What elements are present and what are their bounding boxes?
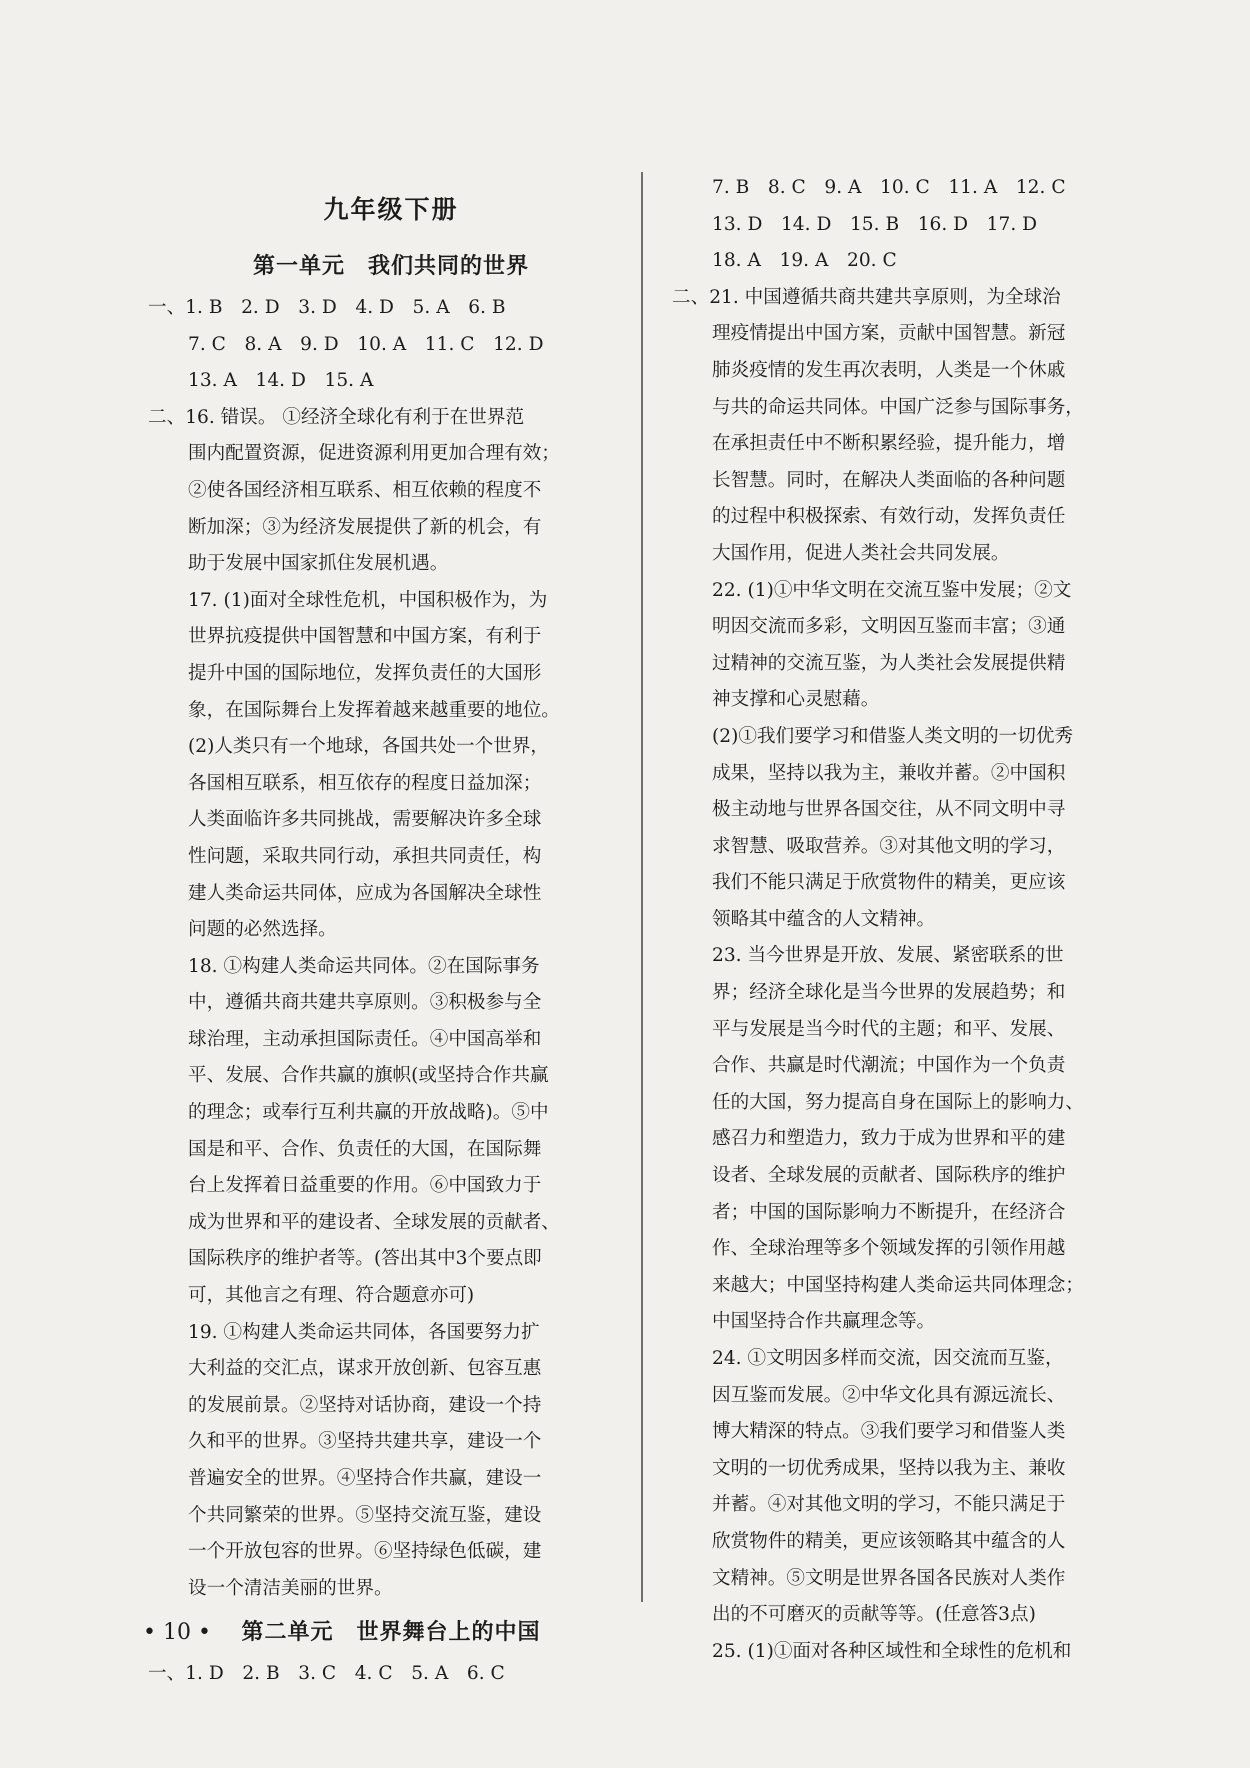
answer-line: 13. A 14. D 15. A	[188, 370, 374, 392]
answer-line: 23. 当今世界是开放、发展、紧密联系的世	[712, 945, 1064, 967]
answer-line: 文精神。⑤文明是世界各国各民族对人类作	[712, 1567, 1066, 1589]
answer-line: 围内配置资源，促进资源利用更加合理有效；	[188, 443, 560, 465]
unit1-title: 第一单元 我们共同的世界	[252, 254, 529, 279]
answer-line: 者；中国的国际影响力不断提升，在经济合	[712, 1201, 1066, 1223]
answer-line: 7. B 8. C 9. A 10. C 11. A 12. C	[712, 177, 1066, 198]
answer-line: 合作、共赢是时代潮流；中国作为一个负责	[712, 1055, 1066, 1077]
book-title: 九年级下册	[323, 195, 459, 224]
answer-line: 台上发挥着日益重要的作用。⑥中国致力于	[188, 1175, 542, 1197]
answer-line: 博大精深的特点。③我们要学习和借鉴人类	[712, 1421, 1066, 1443]
answer-line: 13. D 14. D 15. B 16. D 17. D	[712, 213, 1038, 235]
left-answer-lines	[148, 290, 634, 1607]
answer-line: 领略其中蕴含的人文精神。	[712, 908, 936, 930]
answer-line: 文明的一切优秀成果，坚持以我为主、兼收	[712, 1457, 1066, 1479]
answer-line: 理疫情提出中国方案，贡献中国智慧。新冠	[712, 323, 1066, 345]
answer-line: 二、21. 中国遵循共商共建共享原则，为全球治	[672, 286, 1061, 308]
answer-line: 并蓄。④对其他文明的学习，不能只满足于	[712, 1494, 1066, 1516]
answer-line: 设者、全球发展的贡献者、国际秩序的维护	[712, 1165, 1066, 1187]
unit2-answer-lines	[148, 1656, 634, 1693]
answer-line: 感召力和塑造力，致力于成为世界和平的建	[712, 1128, 1066, 1150]
answer-line: 因互鉴而发展。②中华文化具有源远流长、	[712, 1384, 1066, 1406]
answer-line: 问题的必然选择。	[188, 919, 337, 941]
left-column	[148, 175, 634, 1693]
answer-line: 中，遵循共商共建共享原则。③积极参与全	[188, 992, 542, 1014]
answer-line: 大利益的交汇点，谋求开放创新、包容互惠	[188, 1358, 542, 1380]
answer-line: 来越大；中国坚持构建人类命运共同体理念；	[712, 1274, 1084, 1296]
right-answer-lines	[672, 170, 1132, 1670]
answer-line: 出的不可磨灭的贡献等等。(任意答3点)	[712, 1604, 1036, 1626]
answer-line: 的理念；或奉行互利共赢的开放战略)。⑤中	[188, 1102, 549, 1124]
column-divider	[641, 172, 643, 1602]
answer-line: 与共的命运共同体。中国广泛参与国际事务，	[712, 396, 1084, 418]
answer-line: 18. A 19. A 20. C	[712, 250, 897, 272]
answer-line: 明因交流而多彩，文明因互鉴而丰富；③通	[712, 616, 1066, 638]
answer-line: 一、1. D 2. B 3. C 4. C 5. A 6. C	[148, 1663, 505, 1685]
answer-line: 性问题，采取共同行动，承担共同责任，构	[188, 845, 542, 867]
answer-line: 成果，坚持以我为主，兼收并蓄。②中国积	[712, 762, 1066, 784]
answer-line: 国际秩序的维护者等。(答出其中3个要点即	[188, 1248, 542, 1270]
answer-line: 极主动地与世界各国交往，从不同文明中寻	[712, 799, 1066, 821]
answer-line: 平与发展是当今时代的主题；和平、发展、	[712, 1018, 1066, 1040]
answer-line: 各国相互联系，相互依存的程度日益加深；	[188, 772, 542, 794]
answer-line: 19. ①构建人类命运共同体，各国要努力扩	[188, 1321, 540, 1343]
answer-line: 普遍安全的世界。④坚持合作共赢，建设一	[188, 1468, 542, 1489]
answer-line: 肺炎疫情的发生再次表明，人类是一个休戚	[712, 359, 1066, 381]
answer-line: 象，在国际舞台上发挥着越来越重要的地位。	[188, 699, 560, 721]
answer-line: 25. (1)①面对各种区域性和全球性的危机和	[712, 1640, 1072, 1662]
answer-line: 任的大国，努力提高自身在国际上的影响力、	[712, 1091, 1084, 1113]
answer-line: 可，其他言之有理、符合题意亦可)	[188, 1285, 475, 1307]
answer-line: 世界抗疫提供中国智慧和中国方案，有利于	[188, 626, 542, 648]
answer-line: 断加深；③为经济发展提供了新的机会，有	[188, 516, 542, 538]
answer-line: 人类面临许多共同挑战，需要解决许多全球	[188, 809, 542, 831]
answer-line: 国是和平、合作、负责任的大国，在国际舞	[188, 1138, 542, 1160]
answer-line: ②使各国经济相互联系、相互依赖的程度不	[188, 479, 542, 501]
answer-line: 助于发展中国家抓住发展机遇。	[188, 553, 449, 575]
answer-line: 提升中国的国际地位，发挥负责任的大国形	[188, 662, 542, 684]
answer-line: 成为世界和平的建设者、全球发展的贡献者、	[188, 1211, 560, 1233]
answer-line: 神支撑和心灵慰藉。	[712, 689, 880, 711]
answer-line: 18. ①构建人类命运共同体。②在国际事务	[188, 955, 540, 977]
answer-line: 22. (1)①中华文明在交流互鉴中发展；②文	[712, 579, 1072, 601]
answer-line: 作、全球治理等多个领域发挥的引领作用越	[712, 1238, 1066, 1260]
answer-line: 24. ①文明因多样而交流，因交流而互鉴，	[712, 1348, 1064, 1369]
answer-line: 我们不能只满足于欣赏物件的精美，更应该	[712, 872, 1066, 894]
answer-line: 在承担责任中不断积累经验，提升能力，增	[712, 433, 1066, 455]
answer-line: 17. (1)面对全球性危机，中国积极作为，为	[188, 589, 548, 611]
answer-line: 一、1. B 2. D 3. D 4. D 5. A 6. B	[148, 297, 506, 318]
answer-line: 求智慧、吸取营养。③对其他文明的学习，	[712, 835, 1066, 857]
answer-line: 平、发展、合作共赢的旗帜(或坚持合作共赢	[188, 1065, 549, 1087]
answer-line: (2)①我们要学习和借鉴人类文明的一切优秀	[712, 725, 1074, 747]
answer-line: 7. C 8. A 9. D 10. A 11. C 12. D	[188, 333, 544, 355]
answer-line: 个共同繁荣的世界。⑤坚持交流互鉴，建设	[188, 1504, 542, 1526]
page-number: • 10 •	[143, 1620, 211, 1645]
answer-line: 中国坚持合作共赢理念等。	[712, 1311, 936, 1333]
answer-line: 欣赏物件的精美，更应该领略其中蕴含的人	[712, 1530, 1066, 1552]
answer-line: 一个开放包容的世界。⑥坚持绿色低碳，建	[188, 1541, 542, 1563]
answer-line: (2)人类只有一个地球，各国共处一个世界，	[188, 736, 550, 758]
answer-line: 界；经济全球化是当今世界的发展趋势；和	[712, 982, 1066, 1004]
answer-line: 过精神的交流互鉴，为人类社会发展提供精	[712, 652, 1066, 674]
unit2-title: 第二单元 世界舞台上的中国	[241, 1620, 541, 1646]
answer-line: 久和平的世界。③坚持共建共享，建设一个	[188, 1431, 542, 1453]
answer-line: 的过程中积极探索、有效行动，发挥负责任	[712, 506, 1066, 528]
answer-line: 二、16. 错误。 ①经济全球化有利于在世界范	[148, 406, 525, 428]
answer-line: 长智慧。同时，在解决人类面临的各种问题	[712, 469, 1066, 491]
answer-line: 大国作用，促进人类社会共同发展。	[712, 542, 1010, 564]
right-column	[672, 170, 1132, 1670]
answer-line: 的发展前景。②坚持对话协商，建设一个持	[188, 1394, 542, 1416]
answer-line: 设一个清洁美丽的世界。	[188, 1577, 393, 1599]
answer-line: 建人类命运共同体，应成为各国解决全球性	[188, 882, 542, 904]
answer-line: 球治理，主动承担国际责任。④中国高举和	[188, 1028, 542, 1050]
